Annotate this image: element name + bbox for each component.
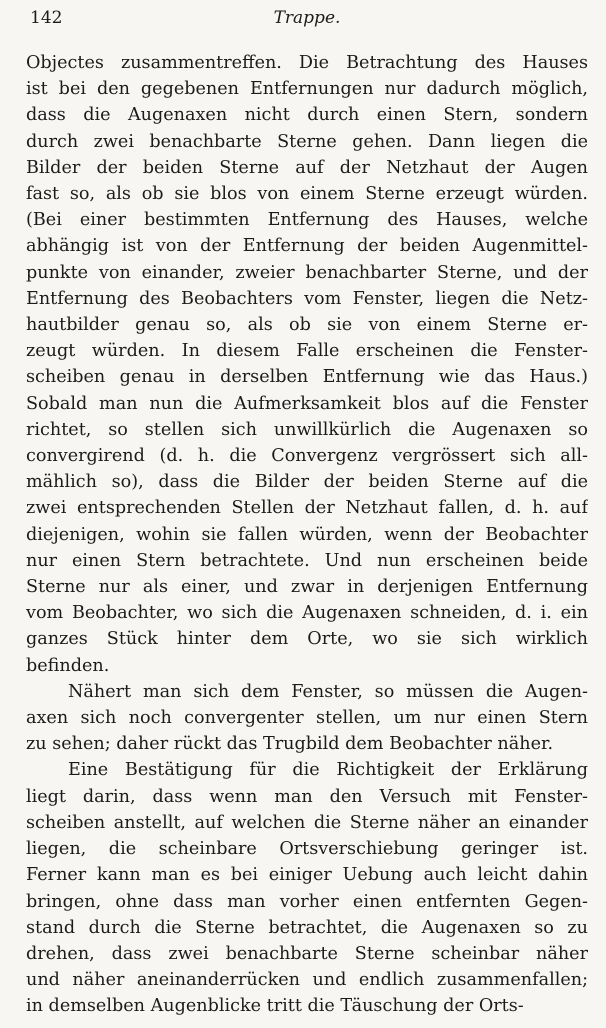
- text-line: liegen, die scheinbare Ortsverschiebung geringer ist.: [26, 839, 588, 860]
- text-line: hautbilder genau so, als ob sie von einem Sterne er-: [26, 315, 588, 336]
- text-line: Bilder der beiden Sterne auf der Netzhaut der Augen: [26, 157, 588, 178]
- text-line: zwei entsprechenden Stellen der Netzhaut fallen, d. h. auf: [26, 498, 588, 519]
- text-line: fast so, als ob sie blos von einem Sterne erzeugt würden.: [26, 184, 588, 205]
- text-line: Objectes zusammentreffen. Die Betrachtung des Hauses: [26, 53, 588, 73]
- text-line: zeugt würden. In diesem Falle erscheinen die Fenster-: [26, 341, 588, 362]
- text-line: Sobald man nun die Aufmerksamkeit blos auf die Fenster: [26, 393, 588, 414]
- text-line: axen sich noch convergenter stellen, um nur einen Stern: [26, 708, 588, 729]
- page-number: 142: [30, 8, 63, 28]
- text-line: liegt darin, dass wenn man den Versuch mit Fenster-: [26, 786, 588, 807]
- text-line: zu sehen; daher rückt das Trugbild dem Beobachter näher.: [26, 734, 554, 755]
- text-line: drehen, dass zwei benachbarte Sterne scheinbar näher: [26, 943, 588, 964]
- text-line: dass die Augenaxen nicht durch einen Stern, sondern: [26, 105, 588, 126]
- text-line: ganzes Stück hinter dem Orte, wo sie sich wirklich: [26, 629, 588, 650]
- text-line: nur einen Stern betrachtete. Und nun erscheinen beide: [26, 550, 588, 571]
- body-text: [26, 50, 588, 1020]
- text-line: Nähert man sich dem Fenster, so müssen die Augen-: [68, 681, 588, 702]
- text-line: punkte von einander, zweier benachbarter Sterne, und der: [26, 262, 588, 283]
- text-line: stand durch die Sterne betrachtet, die Augenaxen so zu: [26, 917, 588, 938]
- paragraph: [26, 757, 588, 1019]
- text-line: Eine Bestätigung für die Richtigkeit der Erklärung: [68, 760, 588, 781]
- text-line: richtet, so stellen sich unwillkürlich die Augenaxen so: [26, 419, 588, 440]
- text-line: durch zwei benachbarte Sterne gehen. Dann liegen die: [26, 131, 588, 152]
- text-line: und näher aneinanderrücken und endlich zusammenfallen;: [26, 970, 588, 991]
- text-line: (Bei einer bestimmten Entfernung des Hauses, welche: [26, 210, 588, 231]
- running-head: [26, 6, 588, 36]
- text-line: befinden.: [26, 655, 110, 676]
- text-line: scheiben genau in derselben Entfernung wie das Haus.): [26, 367, 588, 388]
- text-line: mählich so), dass die Bilder der beiden Sterne auf die: [26, 472, 588, 493]
- text-line: diejenigen, wohin sie fallen würden, wenn der Beobachter: [26, 524, 588, 545]
- text-line: bringen, ohne dass man vorher einen entfernten Gegen-: [26, 891, 588, 912]
- paragraph: [26, 50, 588, 679]
- running-title: Trappe.: [273, 8, 341, 28]
- text-line: Entfernung des Beobachters vom Fenster, liegen die Netz-: [26, 288, 588, 309]
- text-line: ist bei den gegebenen Entfernungen nur dadurch möglich,: [26, 79, 588, 100]
- text-line: Sterne nur als einer, und zwar in derjenigen Entfernung: [26, 577, 588, 598]
- text-line: Ferner kann man es bei einiger Uebung auch leicht dahin: [26, 865, 588, 886]
- text-line: convergirend (d. h. die Convergenz vergrössert sich all-: [26, 446, 588, 467]
- text-line: abhängig ist von der Entfernung der beiden Augenmittel-: [26, 236, 588, 257]
- paragraph: [26, 679, 588, 758]
- text-line: vom Beobachter, wo sich die Augenaxen schneiden, d. i. ein: [26, 603, 588, 624]
- text-line: scheiben anstellt, auf welchen die Sterne näher an einander: [26, 812, 588, 833]
- text-line: in demselben Augenblicke tritt die Täuschung der Orts-: [26, 996, 524, 1017]
